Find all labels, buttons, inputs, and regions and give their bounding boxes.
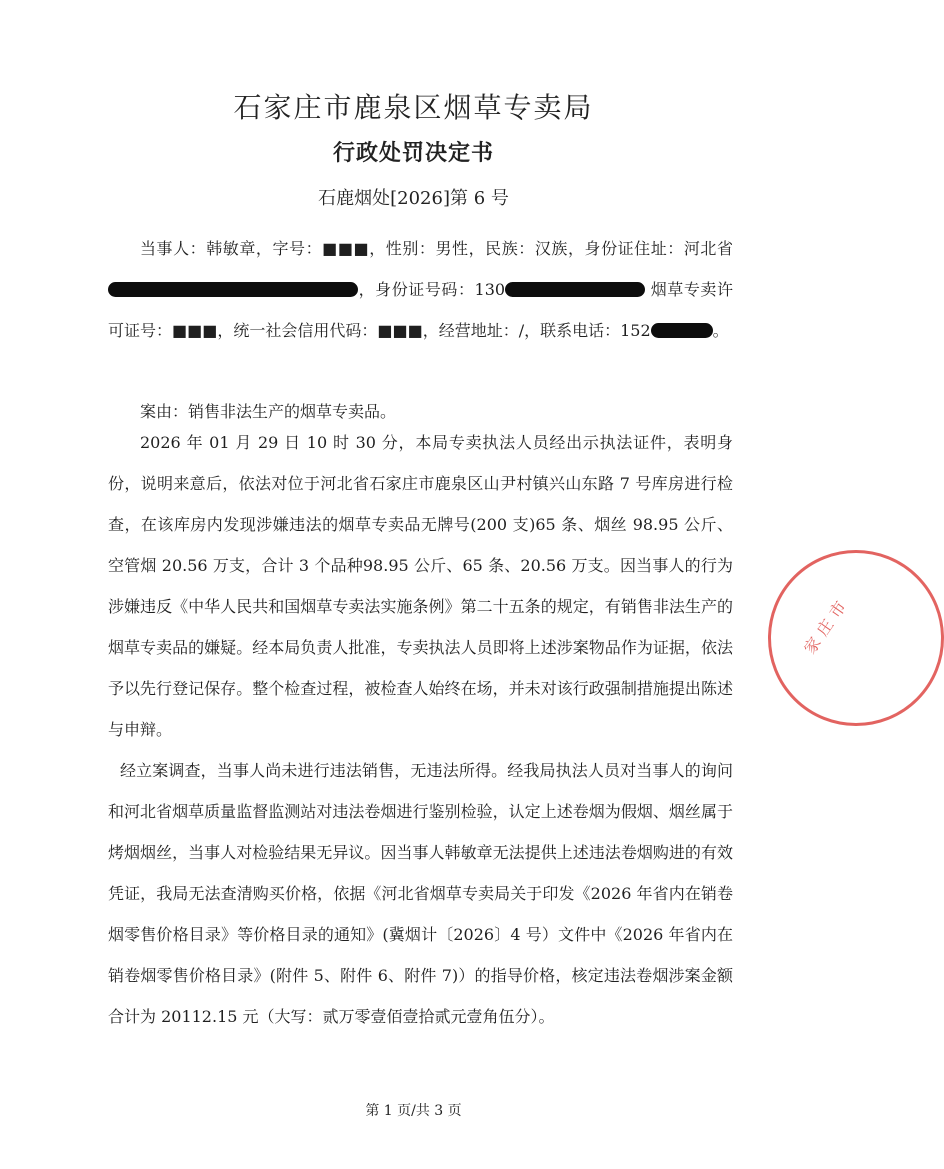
party-info-part-2: ，身份证号码：130: [358, 280, 506, 299]
document-type-title: 行政处罚决定书: [332, 140, 494, 166]
seal-text: 家庄市: [800, 592, 854, 658]
redacted-phone: [651, 323, 713, 338]
party-info-part-3: 烟草专卖许可证号：■■■，统一社会信用代码：■■■，经营地址：/，联系电话：152: [108, 280, 733, 340]
official-seal-stamp: [768, 550, 944, 726]
party-info-part-1: 当事人：韩敏章，字号：■■■，性别：男性，民族：汉族，身份证住址：河北省: [140, 239, 733, 258]
redacted-id-number: [505, 282, 645, 297]
document-number: 石鹿烟处[2026]第 6 号: [318, 188, 509, 209]
party-info-part-4: 。: [712, 321, 729, 340]
page-indicator: 第 1 页/共 3 页: [365, 1103, 462, 1119]
issuing-authority-title: 石家庄市鹿泉区烟草专卖局: [233, 91, 594, 124]
inspection-facts-paragraph: 2026 年 01 月 29 日 10 时 30 分，本局专卖执法人员经出示执法证件，表明身份，说明来意后，依法对位于河北省石家庄市鹿泉区山尹村镇兴山东路 7 号库房进行检查，在该库房内发现涉嫌违法的烟草专卖品无牌号(200 支)65 条、烟丝 98.95 公斤、空管烟 20.56 万支，合计 3 个品种98.95 公斤、65 条、20.56 万支。因当事人的行为涉嫌违反《中华人民共和国烟草专卖法实施条例》第二十五条的规定，有销售非法生产的烟草专卖品的嫌疑。经本局负责人批准，专卖执法人员即将上述涉案物品作为证据，依法予以先行登记保存。整个检查过程，被检查人始终在场，并未对该行政强制措施提出陈述与申辩。: [108, 433, 733, 739]
party-info-paragraph: [108, 228, 733, 351]
case-cause-paragraph: 案由：销售非法生产的烟草专卖品。: [140, 402, 397, 421]
investigation-paragraph: 经立案调查，当事人尚未进行违法销售，无违法所得。经我局执法人员对当事人的询问和河北省烟草质量监督监测站对违法卷烟进行鉴别检验，认定上述卷烟为假烟、烟丝属于烤烟烟丝，当事人对检验结果无异议。因当事人韩敏章无法提供上述违法卷烟购进的有效凭证，我局无法查清购买价格，依据《河北省烟草专卖局关于印发《2026 年省内在销卷烟零售价格目录》等价格目录的通知》(冀烟计〔2026〕4 号）文件中《2026 年省内在销卷烟零售价格目录》(附件 5、附件 6、附件 7)）的指导价格，核定违法卷烟涉案金额合计为 20112.15 元（大写：贰万零壹佰壹拾贰元壹角伍分）。: [108, 761, 733, 1026]
redacted-address: [108, 282, 358, 297]
